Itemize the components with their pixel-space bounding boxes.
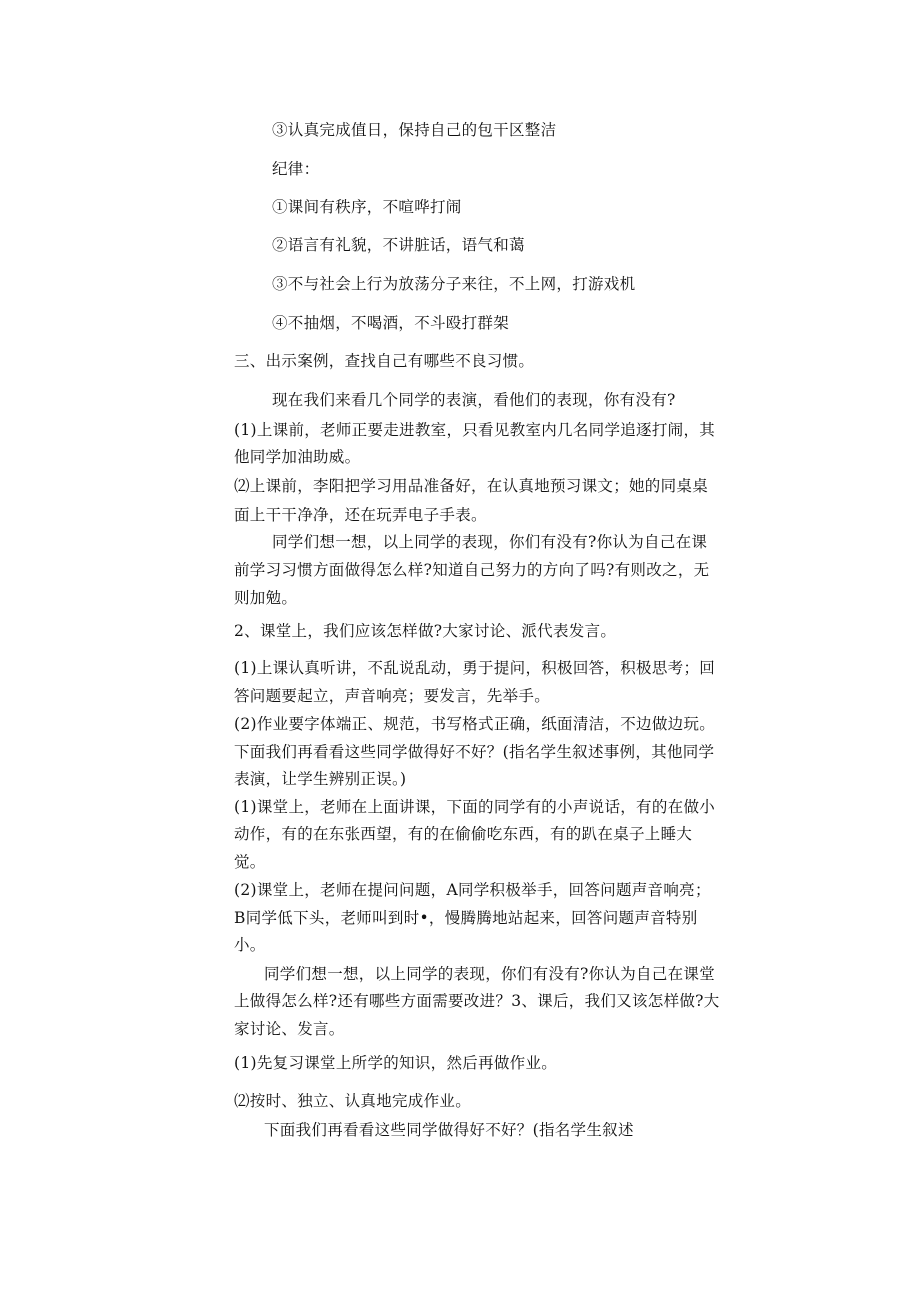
paragraph-line: (1)上课认真听讲，不乱说乱动，勇于提问，积极回答，积极思考；回 (234, 659, 716, 677)
paragraph-line: 则加勉。 (234, 589, 298, 607)
duty-item-3: ③认真完成值日，保持自己的包干区整洁 (272, 121, 557, 139)
discipline-item-4: ④不抽烟，不喝酒，不斗殴打群架 (272, 314, 510, 332)
paragraph-line: 上做得怎么样?还有哪些方面需要改进？3、课后，我们又该怎样做?大 (234, 992, 720, 1010)
discipline-item-1: ①课间有秩序，不喧哗打闹 (272, 198, 462, 216)
paragraph-line: 答问题要起立，声音响亮；要发言，先举手。 (234, 687, 551, 705)
paragraph-line: 动作，有的在东张西望，有的在偷偷吃东西，有的趴在桌子上睡大 (234, 825, 693, 843)
section-heading-3: 三、出示案例，查找自己有哪些不良习惯。 (234, 352, 535, 370)
paragraph-line: 前学习习惯方面做得怎么样?知道自己努力的方向了吗?有则改之，无 (234, 561, 710, 579)
paragraph-line: (2)作业要字体端正、规范，书写格式正确，纸面清洁，不边做边玩。 (234, 715, 716, 733)
paragraph-line: (2)课堂上，老师在提问问题，A同学积极举手，回答问题声音响亮； (234, 881, 711, 899)
paragraph-line: 小。 (234, 936, 266, 954)
paragraph-line: 他同学加油助威。 (234, 448, 361, 466)
paragraph-line: ⑵上课前，李阳把学习用品准备好，在认真地预习课文；她的同桌桌 (234, 477, 709, 495)
paragraph-line: 表演，让学生辨别正误。) (234, 770, 407, 788)
discipline-heading: 纪律： (272, 160, 320, 178)
paragraph-line: 同学们想一想，以上同学的表现，你们有没有?你认为自己在课 (272, 533, 708, 551)
paragraph-line: 下面我们再看看这些同学做得好不好？(指名学生叙述事例，其他同学 (234, 743, 715, 761)
paragraph-line: 同学们想一想，以上同学的表现，你们有没有?你认为自己在课堂 (264, 965, 716, 983)
paragraph-line: 下面我们再看看这些同学做得好不好？(指名学生叙述 (264, 1121, 634, 1139)
discipline-item-3: ③不与社会上行为放荡分子来往，不上网，打游戏机 (272, 275, 636, 293)
paragraph-line: B同学低下头，老师叫到时•，慢腾腾地站起来，回答问题声音特别 (234, 909, 698, 927)
discipline-item-2: ②语言有礼貌，不讲脏话，语气和蔼 (272, 236, 525, 254)
after-class-item-2: ⑵按时、独立、认真地完成作业。 (234, 1092, 472, 1110)
paragraph-line: (1)上课前，老师正要走进教室，只看见教室内几名同学追逐打闹，其 (234, 421, 716, 439)
section-heading-2: 2、课堂上，我们应该怎样做?大家讨论、派代表发言。 (234, 622, 617, 640)
paragraph-line: 家讨论、发言。 (234, 1020, 345, 1038)
paragraph-line: 面上干干净净，还在玩弄电子手表。 (234, 506, 487, 524)
after-class-item-1: (1)先复习课堂上所学的知识，然后再做作业。 (234, 1054, 558, 1072)
paragraph-line: (1)课堂上，老师在上面讲课，下面的同学有的小声说话，有的在做小 (234, 798, 716, 816)
paragraph-line: 现在我们来看几个同学的表演，看他们的表现，你有没有? (272, 391, 676, 409)
paragraph-line: 觉。 (234, 853, 266, 871)
